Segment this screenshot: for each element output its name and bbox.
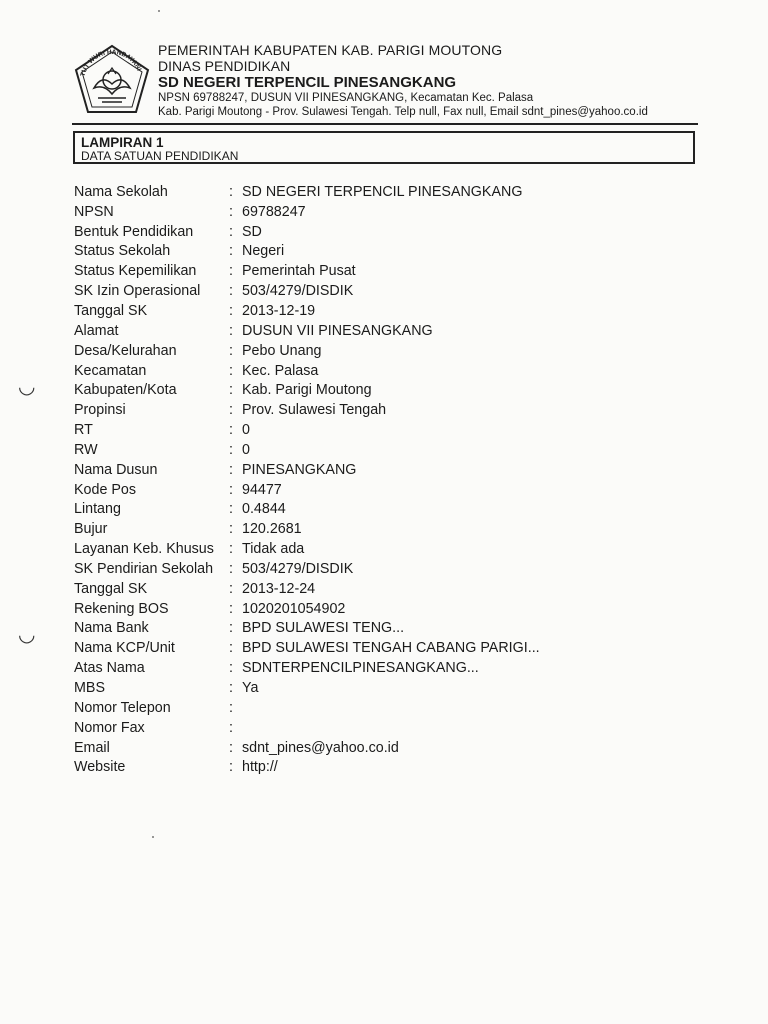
field-row	[74, 757, 694, 777]
field-separator: :	[229, 382, 233, 399]
field-label: Nama Bank	[74, 620, 149, 637]
field-value: PINESANGKANG	[242, 461, 357, 478]
field-label: RW	[74, 441, 98, 458]
field-value: 0.4844	[242, 501, 286, 518]
lampiran-box	[73, 131, 695, 164]
field-label: Nomor Telepon	[74, 699, 171, 716]
field-label: Tanggal SK	[74, 580, 148, 597]
field-value: 1020201054902	[242, 600, 346, 617]
field-value: 0	[242, 422, 250, 439]
school-address: NPSN 69788247, DUSUN VII PINESANGKANG, Kecamatan Kec. Palasa	[158, 92, 534, 104]
field-row	[74, 579, 694, 599]
field-value: Pebo Unang	[242, 342, 322, 359]
field-label: Bujur	[74, 521, 108, 538]
logo-text: TUT WURI HANDAYANI	[79, 48, 143, 78]
field-row	[74, 361, 694, 381]
field-separator: :	[229, 600, 233, 617]
field-value: DUSUN VII PINESANGKANG	[242, 322, 433, 339]
field-label: Nama Sekolah	[74, 183, 168, 200]
field-separator: :	[229, 362, 233, 379]
field-value: SD	[242, 223, 262, 240]
field-label: Nama Dusun	[74, 461, 158, 478]
government-name: PEMERINTAH KABUPATEN KAB. PARIGI MOUTONG	[158, 42, 503, 58]
field-separator: :	[229, 580, 233, 597]
field-row	[74, 182, 694, 202]
letterhead	[158, 42, 738, 119]
field-label: Status Kepemilikan	[74, 263, 197, 280]
field-row	[74, 519, 694, 539]
field-label: Rekening BOS	[74, 600, 169, 617]
field-separator: :	[229, 699, 233, 716]
field-value: 94477	[242, 481, 282, 498]
field-value: http://	[242, 759, 278, 776]
field-label: Tanggal SK	[74, 302, 148, 319]
field-separator: :	[229, 660, 233, 677]
field-separator: :	[229, 183, 233, 200]
svg-text:TUT WURI HANDAYANI	[80, 49, 143, 77]
field-row	[74, 638, 694, 658]
field-label: SK Izin Operasional	[74, 283, 201, 300]
field-separator: :	[229, 223, 233, 240]
field-value: 69788247	[242, 203, 306, 220]
field-label: RT	[74, 422, 93, 439]
field-separator: :	[229, 759, 233, 776]
hole-punch-mark: ◡	[18, 624, 36, 646]
field-row	[74, 420, 694, 440]
field-row	[74, 281, 694, 301]
field-label: Lintang	[74, 501, 121, 518]
field-row	[74, 718, 694, 738]
field-value: BPD SULAWESI TENGAH CABANG PARIGI...	[242, 640, 540, 657]
field-label: Desa/Kelurahan	[74, 342, 177, 359]
field-label: Email	[74, 739, 110, 756]
field-value: 120.2681	[242, 521, 302, 538]
department-name: DINAS PENDIDIKAN	[158, 58, 291, 74]
field-separator: :	[229, 302, 233, 319]
field-value: 503/4279/DISDIK	[242, 283, 354, 300]
field-row	[74, 658, 694, 678]
field-row	[74, 400, 694, 420]
field-separator: :	[229, 739, 233, 756]
field-label: SK Pendirian Sekolah	[74, 560, 214, 577]
field-value: SDNTERPENCILPINESANGKANG...	[242, 660, 479, 677]
field-label: Nomor Fax	[74, 719, 145, 736]
field-row	[74, 341, 694, 361]
field-label: Kecamatan	[74, 362, 147, 379]
field-value: Prov. Sulawesi Tengah	[242, 402, 387, 419]
tut-wuri-handayani-logo	[72, 44, 152, 116]
hole-punch-mark: ◡	[18, 376, 36, 398]
school-data-list	[74, 182, 694, 777]
field-row	[74, 539, 694, 559]
field-separator: :	[229, 521, 233, 538]
field-separator: :	[229, 620, 233, 637]
field-label: Alamat	[74, 322, 119, 339]
field-row	[74, 599, 694, 619]
field-label: Bentuk Pendidikan	[74, 223, 194, 240]
field-label: Atas Nama	[74, 660, 145, 677]
field-label: Kabupaten/Kota	[74, 382, 177, 399]
lampiran-title: LAMPIRAN 1	[81, 135, 164, 150]
field-separator: :	[229, 283, 233, 300]
field-label: Layanan Keb. Khusus	[74, 541, 214, 558]
field-label: NPSN	[74, 203, 114, 220]
lampiran-subtitle: DATA SATUAN PENDIDIKAN	[81, 149, 239, 163]
field-separator: :	[229, 680, 233, 697]
school-contact: Kab. Parigi Moutong - Prov. Sulawesi Tengah. Telp null, Fax null, Email sdnt_pines@yahoo.co.id	[158, 106, 648, 118]
field-value: 0	[242, 441, 250, 458]
field-row	[74, 222, 694, 242]
field-row	[74, 500, 694, 520]
field-separator: :	[229, 322, 233, 339]
field-row	[74, 321, 694, 341]
field-separator: :	[229, 541, 233, 558]
field-separator: :	[229, 719, 233, 736]
field-label: Nama KCP/Unit	[74, 640, 175, 657]
field-separator: :	[229, 501, 233, 518]
field-row	[74, 242, 694, 262]
field-separator: :	[229, 461, 233, 478]
field-value: BPD SULAWESI TENG...	[242, 620, 405, 637]
field-value: 503/4279/DISDIK	[242, 560, 354, 577]
field-row	[74, 460, 694, 480]
field-separator: :	[229, 243, 233, 260]
field-row	[74, 678, 694, 698]
field-value: 2013-12-19	[242, 302, 316, 319]
field-label: MBS	[74, 680, 105, 697]
field-row	[74, 202, 694, 222]
field-value: Kec. Palasa	[242, 362, 319, 379]
field-value: 2013-12-24	[242, 580, 316, 597]
field-separator: :	[229, 481, 233, 498]
field-label: Status Sekolah	[74, 243, 171, 260]
field-label: Kode Pos	[74, 481, 136, 498]
field-separator: :	[229, 263, 233, 280]
field-separator: :	[229, 441, 233, 458]
field-separator: :	[229, 422, 233, 439]
field-value: Pemerintah Pusat	[242, 263, 356, 280]
field-row	[74, 301, 694, 321]
field-label: Propinsi	[74, 402, 126, 419]
field-value: Negeri	[242, 243, 285, 260]
header-divider	[72, 123, 698, 125]
field-separator: :	[229, 203, 233, 220]
field-row	[74, 619, 694, 639]
field-row	[74, 559, 694, 579]
field-label: Website	[74, 759, 126, 776]
field-value: Kab. Parigi Moutong	[242, 382, 372, 399]
field-value: Tidak ada	[242, 541, 305, 558]
field-row	[74, 480, 694, 500]
field-separator: :	[229, 560, 233, 577]
field-value: SD NEGERI TERPENCIL PINESANGKANG	[242, 183, 523, 200]
scan-speck	[158, 10, 160, 12]
field-row	[74, 261, 694, 281]
field-row	[74, 380, 694, 400]
field-row	[74, 738, 694, 758]
field-row	[74, 440, 694, 460]
field-separator: :	[229, 342, 233, 359]
scan-speck	[152, 836, 154, 838]
field-separator: :	[229, 402, 233, 419]
field-value: Ya	[242, 680, 259, 697]
field-row	[74, 698, 694, 718]
field-value: sdnt_pines@yahoo.co.id	[242, 739, 399, 756]
school-name: SD NEGERI TERPENCIL PINESANGKANG	[158, 74, 457, 91]
field-separator: :	[229, 640, 233, 657]
